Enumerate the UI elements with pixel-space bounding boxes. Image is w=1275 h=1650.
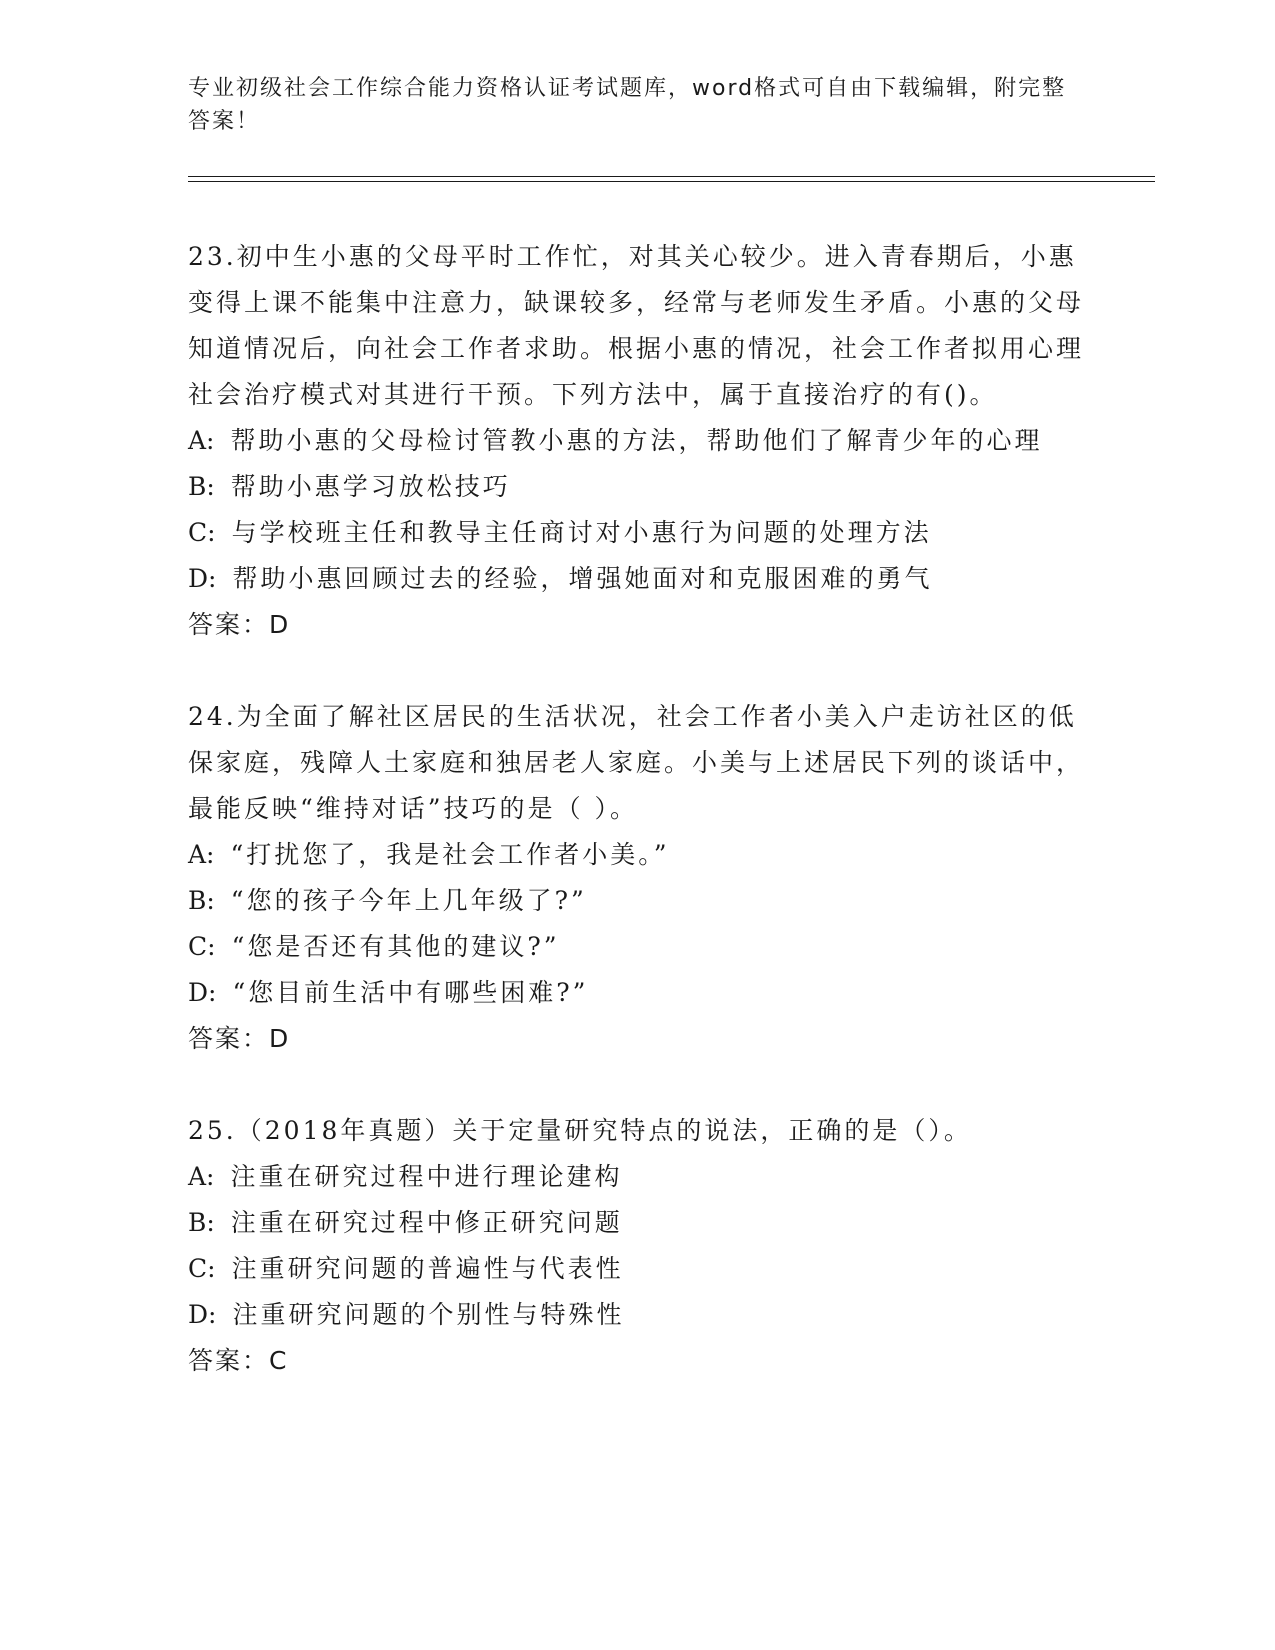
option-text: “您的孩子今年上几年级了?”: [230, 886, 587, 915]
question-list: [188, 234, 1088, 1384]
option-letter: A:: [188, 840, 215, 869]
option-letter: B:: [188, 886, 215, 915]
option-text: 注重研究问题的普遍性与代表性: [231, 1254, 624, 1283]
option-letter: B:: [188, 1208, 215, 1237]
question-23: [188, 234, 1088, 648]
option-d: [188, 1292, 1088, 1338]
option-letter: A:: [188, 426, 215, 455]
option-d: [188, 970, 1088, 1016]
header-divider-line: [188, 176, 1155, 177]
page-header: 专业初级社会工作综合能力资格认证考试题库，word格式可自由下载编辑，附完整答案！: [188, 76, 1067, 134]
option-letter: C:: [188, 1254, 216, 1283]
option-b: [188, 1200, 1088, 1246]
option-c: [188, 924, 1088, 970]
option-text: 注重在研究过程中修正研究问题: [230, 1208, 623, 1237]
option-text: 帮助小惠的父母检讨管教小惠的方法，帮助他们了解青少年的心理: [230, 426, 1043, 455]
option-text: 注重研究问题的个别性与特殊性: [232, 1300, 625, 1329]
question-stem: 24.为全面了解社区居民的生活状况，社会工作者小美入户走访社区的低保家庭，残障人土家庭和独居老人家庭。小美与上述居民下列的谈话中，最能反映“维持对话”技巧的是（ ）。: [188, 702, 1085, 823]
option-text: “您是否还有其他的建议?”: [231, 932, 560, 961]
question-24: [188, 694, 1088, 1062]
option-a: [188, 1154, 1088, 1200]
header-divider-line-secondary: [188, 181, 1155, 182]
option-letter: D:: [188, 978, 217, 1007]
option-text: 帮助小惠回顾过去的经验，增强她面对和克服困难的勇气: [232, 564, 933, 593]
option-a: [188, 418, 1088, 464]
option-c: [188, 510, 1088, 556]
question-stem: 25.（2018年真题）关于定量研究特点的说法，正确的是（）。: [188, 1116, 972, 1145]
option-text: “您目前生活中有哪些困难?”: [232, 978, 589, 1007]
option-a: [188, 832, 1088, 878]
option-letter: C:: [188, 518, 216, 547]
option-text: 帮助小惠学习放松技巧: [230, 472, 511, 501]
option-b: [188, 878, 1088, 924]
option-letter: A:: [188, 1162, 215, 1191]
option-text: 注重在研究过程中进行理论建构: [230, 1162, 623, 1191]
answer-line: 答案：D: [188, 1024, 291, 1053]
answer-line: 答案：D: [188, 610, 291, 639]
option-d: [188, 556, 1088, 602]
question-stem: 23.初中生小惠的父母平时工作忙，对其关心较少。进入青春期后，小惠变得上课不能集中注意力，缺课较多，经常与老师发生矛盾。小惠的父母知道情况后，向社会工作者求助。根据小惠的情况，社会工作者拟用心理社会治疗模式对其进行干预。下列方法中，属于直接治疗的有()。: [188, 242, 1085, 409]
option-text: 与学校班主任和教导主任商讨对小惠行为问题的处理方法: [231, 518, 932, 547]
option-letter: C:: [188, 932, 216, 961]
option-text: “打扰您了，我是社会工作者小美。”: [230, 840, 670, 869]
answer-line: 答案：C: [188, 1346, 289, 1375]
option-letter: D:: [188, 564, 217, 593]
option-b: [188, 464, 1088, 510]
option-letter: B:: [188, 472, 215, 501]
option-letter: D:: [188, 1300, 217, 1329]
question-25: [188, 1108, 1088, 1384]
option-c: [188, 1246, 1088, 1292]
